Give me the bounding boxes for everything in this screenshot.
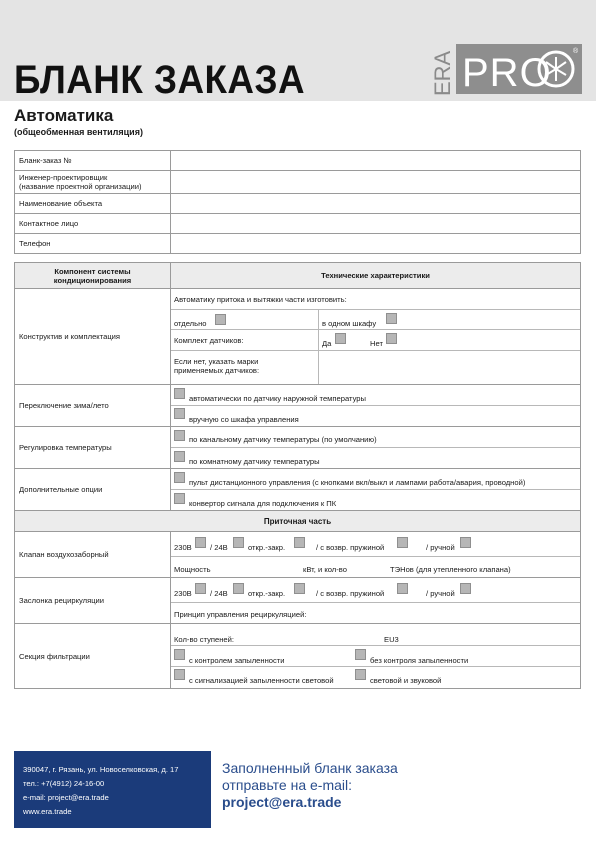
power-label: Мощность (174, 565, 211, 574)
logo-era-text: ERA (430, 50, 455, 96)
divider (171, 447, 580, 448)
footer-contacts (14, 751, 211, 828)
recirc-230-checkbox[interactable] (195, 583, 206, 594)
info-row-contact (15, 214, 580, 234)
valve-24-checkbox[interactable] (233, 537, 244, 548)
row-label: Клапан воздухозаборный (15, 532, 171, 577)
footer-address: 390047, г. Рязань, ул. Новоселковская, д. 17 (23, 765, 179, 774)
info-row-order (15, 151, 580, 171)
row-filter (15, 624, 580, 688)
stages-label: Кол-во ступеней: (174, 635, 234, 644)
order-number-field[interactable] (171, 151, 580, 170)
row-recirculation (15, 578, 580, 624)
spec-table-header (15, 263, 580, 289)
divider (171, 329, 580, 330)
pc-converter-label: конвертор сигнала для подключения к ПК (189, 499, 337, 508)
spring-label: / с возвр. пружиной (316, 589, 385, 598)
recirc-open-close-checkbox[interactable] (294, 583, 305, 594)
info-label: Телефон (15, 234, 171, 253)
info-label: Бланк-заказ № (15, 151, 171, 170)
sensors-note: Если нет, указать марки применяемых датчиков: (174, 357, 260, 375)
light-alarm-checkbox[interactable] (174, 669, 185, 680)
engineer-field[interactable] (171, 171, 580, 193)
v24-label: / 24В (210, 543, 228, 552)
light-sound-alarm-label: световой и звуковой (370, 676, 442, 685)
divider (171, 309, 580, 310)
divider (171, 602, 580, 603)
sensors-brand-field[interactable] (319, 351, 580, 384)
no-label: Нет (370, 339, 383, 348)
recirc-principle-label: Принцип управления рециркуляцией: (174, 610, 307, 619)
footer-phone: тел.: +7(4912) 24-16-00 (23, 779, 105, 788)
winter-summer-cell (171, 385, 580, 426)
object-name-field[interactable] (171, 194, 580, 213)
row-label: Заслонка рециркуляции (15, 578, 171, 623)
no-dust-control-label: без контроля запыленности (370, 656, 469, 665)
kw-label: кВт, и кол-во (303, 565, 347, 574)
info-label: Наименование объекта (15, 194, 171, 213)
divider (171, 556, 580, 557)
row-label: Конструктив и комплектация (15, 289, 171, 384)
section-title: Автоматика (14, 106, 114, 125)
era-pro-logo (424, 42, 584, 96)
no-dust-control-checkbox[interactable] (355, 649, 366, 660)
separately-checkbox[interactable] (215, 314, 226, 325)
sensors-no-checkbox[interactable] (386, 333, 397, 344)
light-sound-alarm-checkbox[interactable] (355, 669, 366, 680)
valve-spring-checkbox[interactable] (397, 537, 408, 548)
section-subtitle: (общеобменная вентиляция) (14, 127, 143, 137)
logo-reg-mark: ® (573, 48, 579, 55)
info-label: Инженер-проектировщик (название проектной организации) (15, 171, 171, 193)
send-line1: Заполненный бланк заказа (222, 760, 398, 776)
row-konstruktiv (15, 289, 580, 385)
v230-label: 230В (174, 589, 192, 598)
row-label: Дополнительные опции (15, 469, 171, 510)
sensors-kit-label: Комплект датчиков: (174, 336, 244, 345)
open-close-label: откр.-закр. (248, 543, 286, 552)
spring-label: / с возвр. пружиной (316, 543, 385, 552)
valve-manual-checkbox[interactable] (460, 537, 471, 548)
intake-valve-cell (171, 532, 580, 577)
row-label: Секция фильтрации (15, 624, 171, 688)
row-temperature (15, 427, 580, 469)
divider (171, 645, 580, 646)
send-email-link[interactable]: project@era.trade (222, 794, 342, 810)
header-specs: Технические характеристики (321, 271, 430, 280)
recirc-24-checkbox[interactable] (233, 583, 244, 594)
pc-converter-checkbox[interactable] (174, 493, 185, 504)
footer-site[interactable]: www.era.trade (23, 807, 72, 816)
konstr-line1: Автоматику притока и вытяжки части изготовить: (174, 295, 347, 304)
row-label: Переключение зима/лето (15, 385, 171, 426)
send-line2: отправьте на e-mail: (222, 777, 353, 793)
row-intake-valve (15, 532, 580, 578)
header-component: Компонент системы кондиционирования (15, 263, 171, 288)
divider (171, 489, 580, 490)
section-supply: Приточная часть (15, 511, 580, 532)
manual-switch-checkbox[interactable] (174, 408, 185, 419)
info-row-object (15, 194, 580, 214)
row-winter-summer (15, 385, 580, 427)
phone-field[interactable] (171, 234, 580, 253)
remote-control-label: пульт дистанционного управления (с кнопками вкл/выкл и лампами работа/авария, проводной) (189, 478, 526, 487)
info-row-engineer (15, 171, 580, 194)
recirc-spring-checkbox[interactable] (397, 583, 408, 594)
logo-pro-text: PRO (462, 51, 552, 95)
row-extra-options (15, 469, 580, 511)
send-instruction (222, 760, 398, 811)
open-close-label: откр.-закр. (248, 589, 286, 598)
eu3-label: EU3 (384, 635, 399, 644)
info-table (14, 150, 581, 254)
remote-control-checkbox[interactable] (174, 472, 185, 483)
spec-table (14, 262, 581, 689)
extra-options-cell (171, 469, 580, 510)
room-sensor-label: по комнатному датчику температуры (189, 457, 320, 466)
info-label: Контактное лицо (15, 214, 171, 233)
konstruktiv-cell (171, 289, 580, 384)
recirculation-cell (171, 578, 580, 623)
one-cabinet-checkbox[interactable] (386, 313, 397, 324)
divider (171, 405, 580, 406)
row-label: Регулировка температуры (15, 427, 171, 468)
valve-230-checkbox[interactable] (195, 537, 206, 548)
contact-person-field[interactable] (171, 214, 580, 233)
info-row-phone (15, 234, 580, 253)
sensors-yes-checkbox[interactable] (335, 333, 346, 344)
room-sensor-checkbox[interactable] (174, 451, 185, 462)
dust-control-checkbox[interactable] (174, 649, 185, 660)
yes-label: Да (322, 339, 332, 348)
manual-label: / ручной (426, 589, 455, 598)
light-alarm-label: с сигнализацией запыленности световой (189, 676, 334, 685)
auto-switch-label: автоматически по датчику наружной температуры (189, 394, 366, 403)
page-title: БЛАНК ЗАКАЗА (14, 58, 306, 102)
divider (171, 666, 580, 667)
option-separately-label: отдельно (174, 319, 207, 328)
v230-label: 230В (174, 543, 192, 552)
recirc-manual-checkbox[interactable] (460, 583, 471, 594)
footer-email[interactable]: e-mail: project@era.trade (23, 793, 109, 802)
v24-label: / 24В (210, 589, 228, 598)
option-one-cabinet-label: в одном шкафу (322, 319, 377, 328)
filter-cell (171, 624, 580, 688)
duct-sensor-label: по канальному датчику температуры (по умолчанию) (189, 435, 377, 444)
manual-label: / ручной (426, 543, 455, 552)
temperature-cell (171, 427, 580, 468)
valve-open-close-checkbox[interactable] (294, 537, 305, 548)
duct-sensor-checkbox[interactable] (174, 430, 185, 441)
heaters-label: ТЭНов (для утепленного клапана) (390, 565, 511, 574)
dust-control-label: с контролем запыленности (189, 656, 285, 665)
auto-switch-checkbox[interactable] (174, 388, 185, 399)
manual-switch-label: вручную со шкафа управления (189, 415, 299, 424)
